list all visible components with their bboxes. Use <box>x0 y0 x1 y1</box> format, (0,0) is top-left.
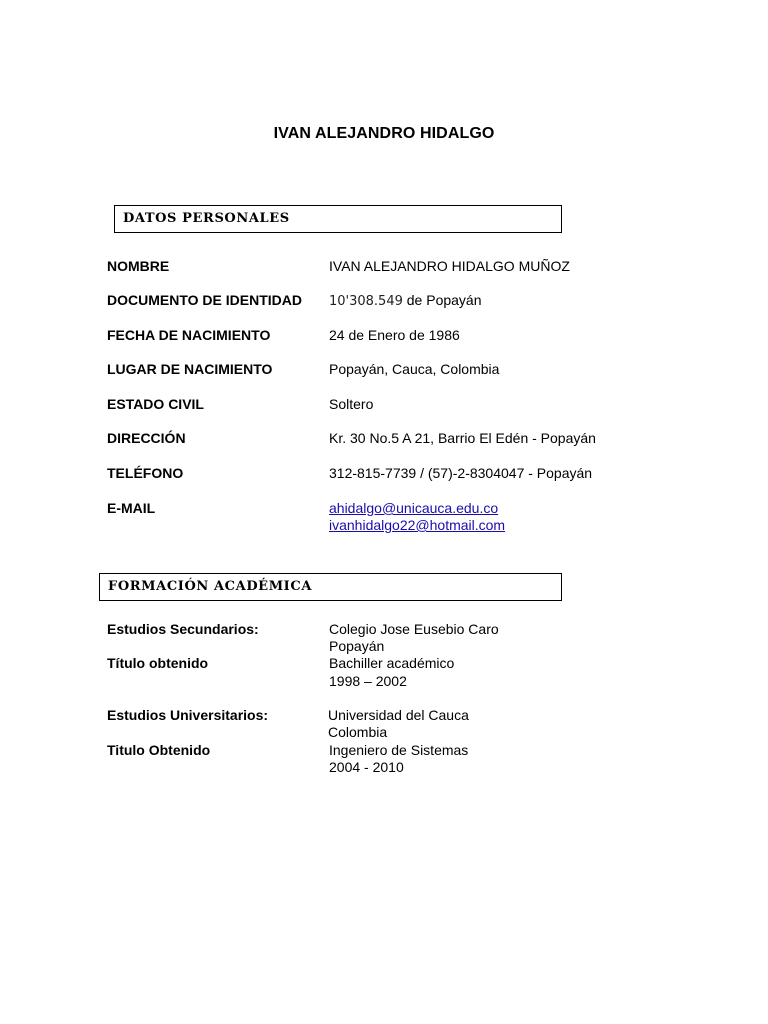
label-estudios-universitarios: Estudios Universitarios: <box>107 707 269 723</box>
label-estudios-secundarios: Estudios Secundarios: <box>107 621 259 637</box>
label-email: E-MAIL <box>107 500 156 516</box>
label-nombre: NOMBRE <box>107 258 170 274</box>
document-city: de Popayán <box>402 292 482 308</box>
secondary-city: Popayán <box>329 638 385 654</box>
section-heading-academic: FORMACIÓN ACADÉMICA <box>99 573 562 601</box>
value-documento <box>329 292 482 310</box>
value-telefono: 312-815-7739 / (57)-2-8304047 - Popayán <box>329 465 593 481</box>
value-titulo-secundario <box>329 655 454 690</box>
label-estado-civil: ESTADO CIVIL <box>107 396 204 412</box>
label-titulo-universitario: Titulo Obtenido <box>107 742 211 758</box>
value-estudios-secundarios <box>329 621 499 655</box>
value-nombre: IVAN ALEJANDRO HIDALGO MUÑOZ <box>329 258 570 274</box>
value-estado-civil: Soltero <box>329 396 374 412</box>
value-lugar-nacimiento: Popayán, Cauca, Colombia <box>329 361 500 377</box>
university-institution: Universidad del Cauca <box>328 707 469 723</box>
secondary-degree: Bachiller académico <box>329 655 455 671</box>
label-telefono: TELÉFONO <box>107 465 184 481</box>
section-heading-personal: DATOS PERSONALES <box>114 205 562 233</box>
value-estudios-universitarios <box>328 707 469 741</box>
label-titulo-secundario: Título obtenido <box>107 655 209 671</box>
page-title: IVAN ALEJANDRO HIDALGO <box>273 125 495 142</box>
label-fecha-nacimiento: FECHA DE NACIMIENTO <box>107 327 271 343</box>
university-years: 2004 - 2010 <box>329 759 404 775</box>
university-country: Colombia <box>328 724 388 740</box>
university-degree: Ingeniero de Sistemas <box>329 742 469 758</box>
label-lugar-nacimiento: LUGAR DE NACIMIENTO <box>107 361 273 377</box>
secondary-institution: Colegio Jose Eusebio Caro <box>329 621 499 637</box>
email-link-unicauca[interactable]: ahidalgo@unicauca.edu.co <box>329 500 499 516</box>
label-direccion: DIRECCIÓN <box>107 430 186 446</box>
value-email <box>329 500 505 534</box>
value-titulo-universitario <box>329 742 468 776</box>
secondary-years: 1998 – 2002 <box>329 673 407 689</box>
value-fecha-nacimiento: 24 de Enero de 1986 <box>329 327 460 343</box>
document-number: 10'308.549 <box>329 294 403 309</box>
value-direccion: Kr. 30 No.5 A 21, Barrio El Edén - Popayán <box>329 430 596 446</box>
email-link-hotmail[interactable]: ivanhidalgo22@hotmail.com <box>329 517 506 533</box>
label-documento: DOCUMENTO DE IDENTIDAD <box>107 292 302 308</box>
